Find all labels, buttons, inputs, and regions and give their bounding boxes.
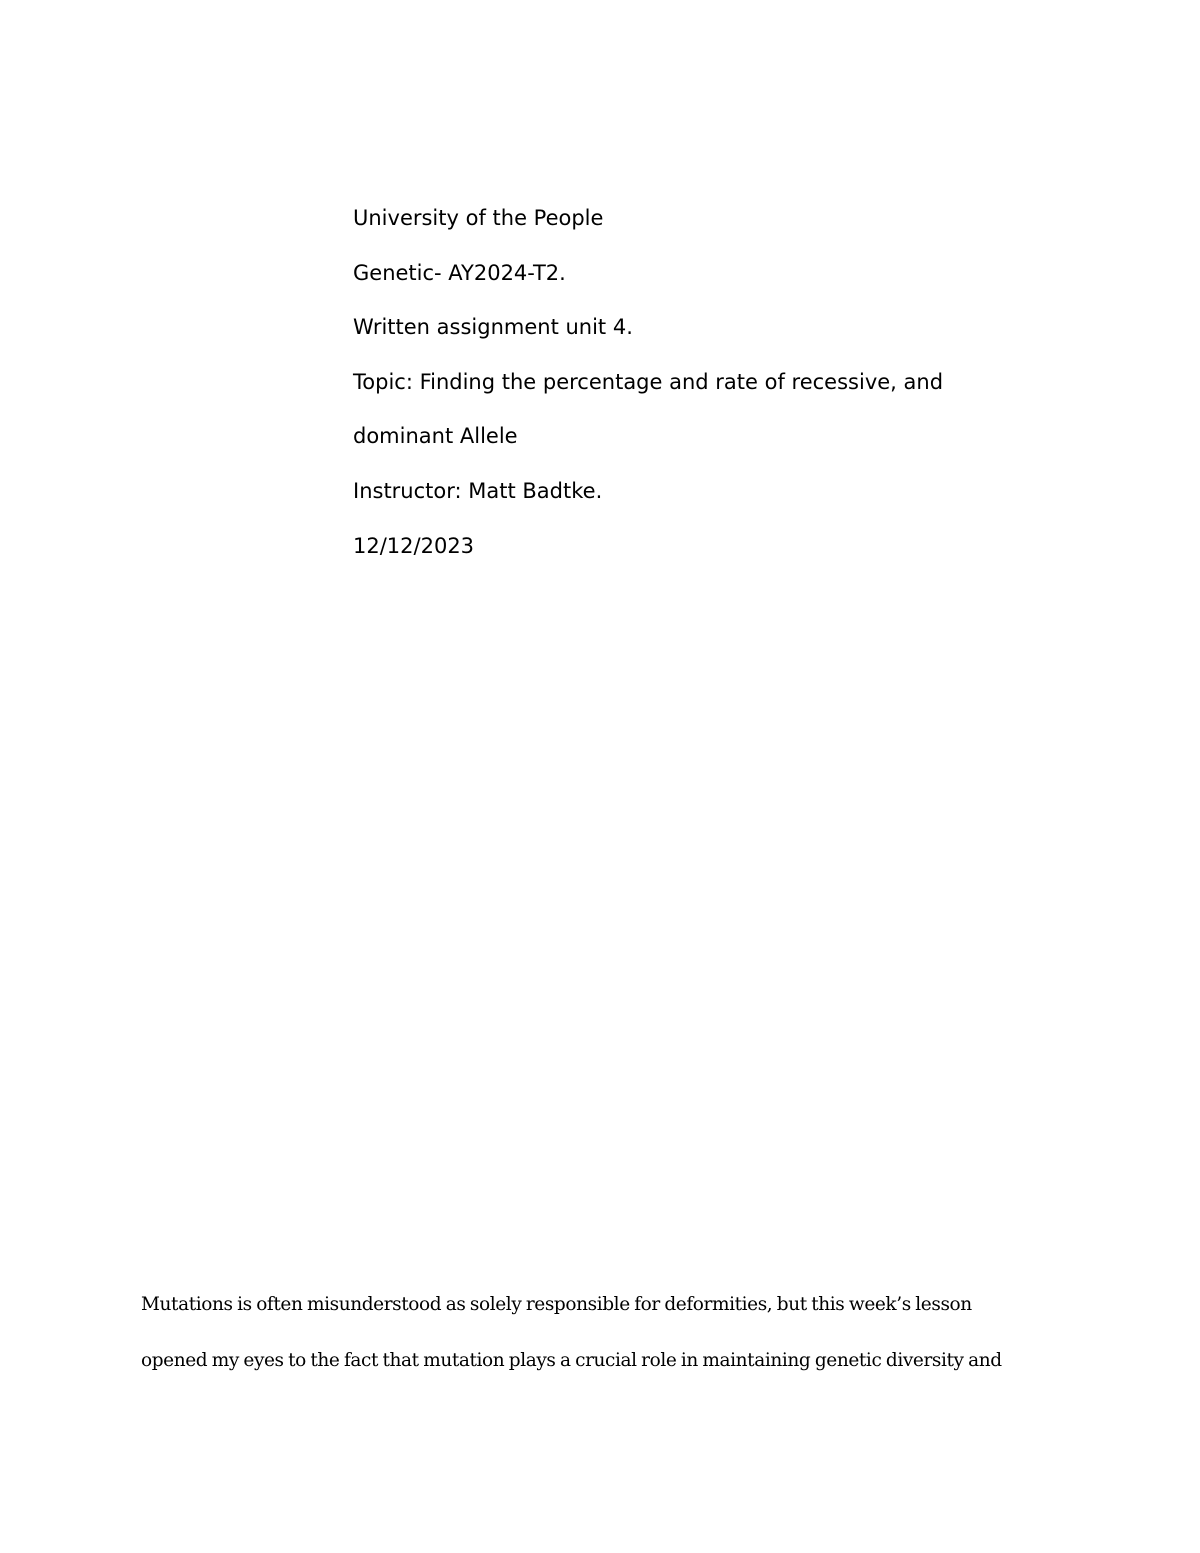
body-paragraph bbox=[141, 1277, 1081, 1389]
instructor-name: Instructor: Matt Badtke. bbox=[353, 478, 603, 503]
topic-line-2: dominant Allele bbox=[353, 424, 518, 449]
body-line-2: opened my eyes to the fact that mutation plays a crucial role in maintaining genetic diversity and bbox=[141, 1350, 1002, 1371]
body-line-1: Mutations is often misunderstood as solely responsible for deformities, but this week’s lesson bbox=[141, 1294, 972, 1315]
institution-name: University of the People bbox=[353, 206, 604, 230]
topic-line-1: Topic: Finding the percentage and rate of recessive, and bbox=[353, 369, 944, 394]
course-code: Genetic- AY2024-T2. bbox=[353, 260, 566, 285]
assignment-title: Written assignment unit 4. bbox=[353, 315, 633, 340]
cover-page-block bbox=[353, 191, 1073, 573]
submission-date: 12/12/2023 bbox=[353, 533, 475, 558]
